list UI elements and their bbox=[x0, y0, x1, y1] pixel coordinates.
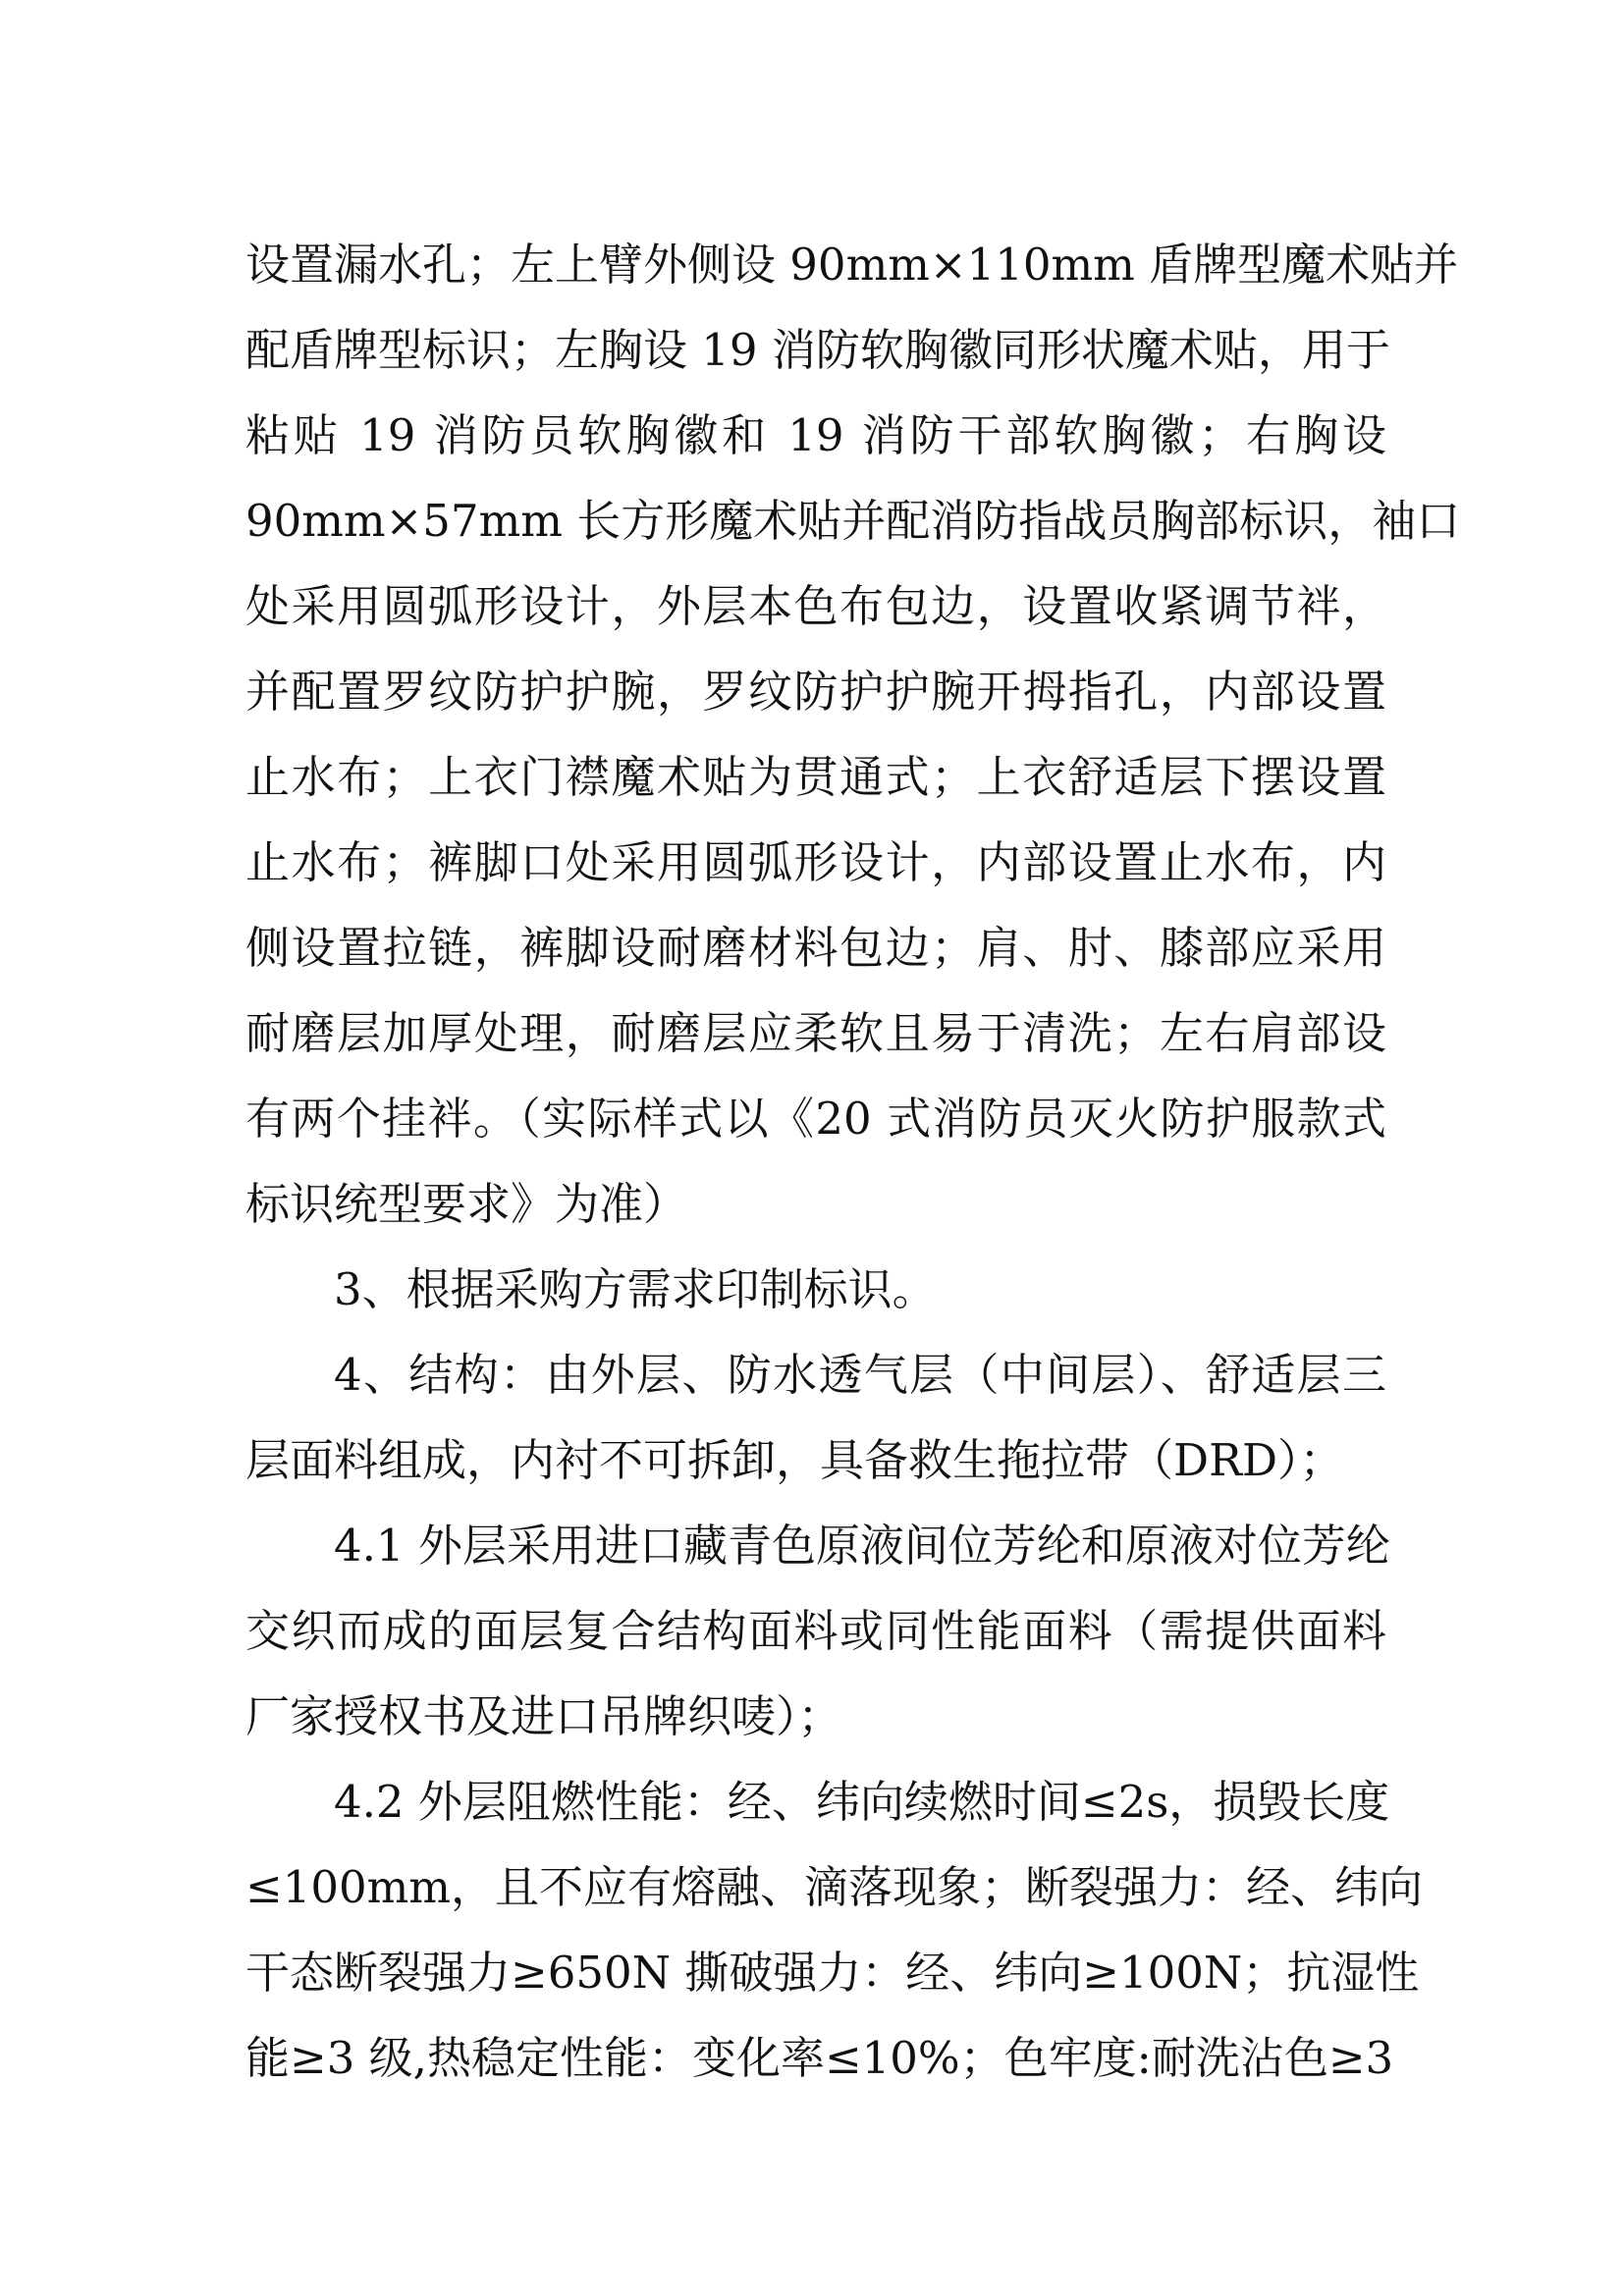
text-line: 处采用圆弧形设计，外层本色布包边，设置收紧调节袢， bbox=[245, 580, 1386, 632]
text-line: 干态断裂强力≥650N 撕破强力：经、纬向≥100N；抗湿性 bbox=[245, 1947, 1420, 1999]
text-line: 设置漏水孔；左上臂外侧设 90mm×110mm 盾牌型魔术贴并 bbox=[245, 239, 1459, 291]
text-line: 交织而成的面层复合结构面料或同性能面料（需提供面料 bbox=[245, 1605, 1386, 1657]
text-line: 层面料组成，内衬不可拆卸，具备救生拖拉带（DRD）； bbox=[245, 1434, 1344, 1486]
text-line: 粘贴 19 消防员软胸徽和 19 消防干部软胸徽；右胸设 bbox=[245, 409, 1386, 461]
document-body bbox=[245, 222, 1461, 2101]
paragraph-item-4-2: 4.2 外层阻燃性能：经、纬向续燃时间≤2s，损毁长度 bbox=[334, 1776, 1390, 1828]
text-line: 标识统型要求》为准） bbox=[245, 1178, 688, 1230]
paragraph-item-4-1: 4.1 外层采用进口藏青色原液间位芳纶和原液对位芳纶 bbox=[334, 1520, 1390, 1572]
text-line: ≤100mm，且不应有熔融、滴落现象；断裂强力：经、纬向 bbox=[245, 1861, 1423, 1913]
text-line: 止水布；裤脚口处采用圆弧形设计，内部设置止水布，内 bbox=[245, 836, 1386, 888]
text-line: 配盾牌型标识；左胸设 19 消防软胸徽同形状魔术贴，用于 bbox=[245, 324, 1390, 376]
text-line: 止水布；上衣门襟魔术贴为贯通式；上衣舒适层下摆设置 bbox=[245, 751, 1386, 803]
text-line: 并配置罗纹防护护腕，罗纹防护护腕开拇指孔，内部设置 bbox=[245, 666, 1386, 718]
text-line: 有两个挂袢。（实际样式以《20 式消防员灭火防护服款式 bbox=[245, 1093, 1386, 1145]
text-line: 90mm×57mm 长方形魔术贴并配消防指战员胸部标识，袖口 bbox=[245, 495, 1461, 547]
text-line: 耐磨层加厚处理，耐磨层应柔软且易于清洗；左右肩部设 bbox=[245, 1007, 1386, 1059]
paragraph-item-4: 4、结构：由外层、防水透气层（中间层）、舒适层三 bbox=[334, 1349, 1386, 1401]
paragraph-item-3: 3、根据采购方需求印制标识。 bbox=[334, 1263, 937, 1315]
text-line: 侧设置拉链，裤脚设耐磨材料包边；肩、肘、膝部应采用 bbox=[245, 922, 1386, 974]
text-line: 能≥3 级,热稳定性能：变化率≤10%；色牢度:耐洗沾色≥3 bbox=[245, 2032, 1394, 2084]
text-line: 厂家授权书及进口吊牌织唛）； bbox=[245, 1690, 842, 1742]
